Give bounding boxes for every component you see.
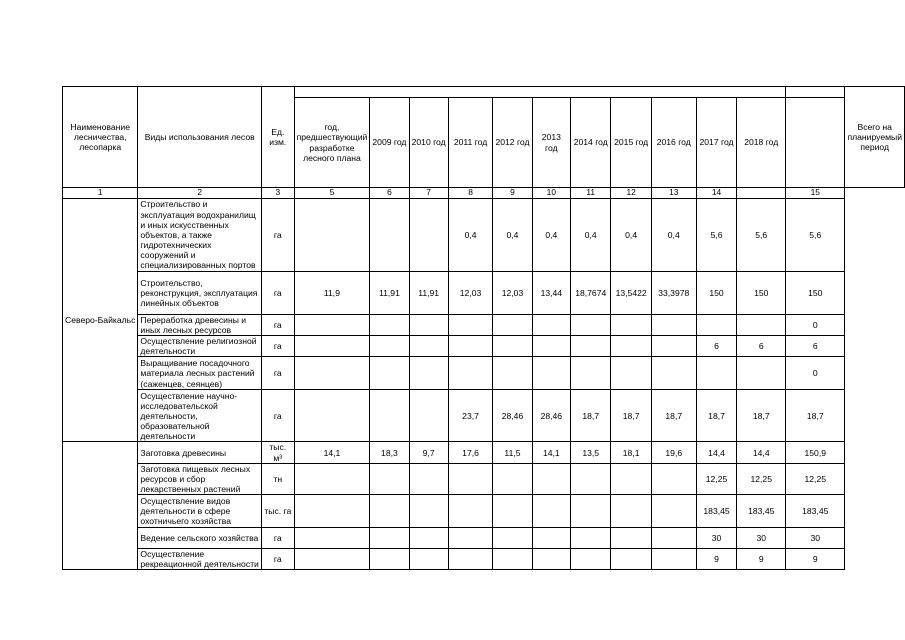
value-cell — [651, 357, 696, 390]
unit-cell: га — [262, 271, 295, 314]
value-cell — [651, 549, 696, 570]
value-cell — [651, 314, 696, 335]
value-cell — [651, 495, 696, 528]
use-kind-cell: Осуществление научно-исследовательской деятельности, образовательной деятельности — [138, 390, 262, 442]
header-year: 2012 год — [493, 98, 532, 188]
value-cell: 19,6 — [651, 442, 696, 463]
value-cell — [737, 357, 786, 390]
value-cell — [532, 549, 570, 570]
value-cell: 18,3 — [370, 442, 409, 463]
value-cell — [409, 528, 448, 549]
value-cell: 12,25 — [696, 463, 737, 494]
value-cell: 150 — [737, 271, 786, 314]
header-prev-year: год, предшествующий разработке лесного плана — [294, 98, 370, 188]
unit-cell: га — [262, 528, 295, 549]
header-year: 2014 год — [571, 98, 611, 188]
value-cell — [294, 198, 370, 271]
value-cell: 9 — [737, 549, 786, 570]
value-cell — [571, 528, 611, 549]
column-number-cell: 14 — [696, 188, 737, 199]
value-cell — [448, 495, 493, 528]
use-kind-cell: Заготовка пищевых лесных ресурсов и сбор лекарственных растений — [138, 463, 262, 494]
value-cell — [294, 314, 370, 335]
value-cell — [370, 495, 409, 528]
value-cell: 9 — [696, 549, 737, 570]
column-number-cell: 11 — [571, 188, 611, 199]
value-cell: 23,7 — [448, 390, 493, 442]
value-cell: 183,45 — [737, 495, 786, 528]
value-cell — [493, 357, 532, 390]
header-year: 2017 год — [696, 98, 737, 188]
table-row — [63, 314, 905, 335]
value-cell — [571, 495, 611, 528]
value-cell — [571, 336, 611, 357]
use-kind-cell: Строительство, реконструкция, эксплуатация линейных объектов — [138, 271, 262, 314]
use-kind-cell: Заготовка древесины — [138, 442, 262, 463]
value-cell — [294, 336, 370, 357]
value-cell — [651, 463, 696, 494]
header-year: 2010 год — [409, 98, 448, 188]
value-cell: 17,6 — [448, 442, 493, 463]
value-cell: 18,7 — [696, 390, 737, 442]
table-row — [63, 336, 905, 357]
value-cell: 0 — [786, 357, 845, 390]
value-cell — [370, 198, 409, 271]
unit-cell: тыс. м³ — [262, 442, 295, 463]
header-year: 2011 год — [448, 98, 493, 188]
value-cell — [409, 549, 448, 570]
value-cell — [409, 198, 448, 271]
use-kind-cell: Осуществление рекреационной деятельности — [138, 549, 262, 570]
value-cell — [409, 314, 448, 335]
header-top-blank-2 — [786, 87, 845, 98]
forestry-name-cell: Северо-Байкальс — [63, 198, 138, 442]
value-cell — [409, 390, 448, 442]
header-year: 2018 год — [737, 98, 786, 188]
value-cell: 18,7 — [571, 390, 611, 442]
value-cell: 0 — [786, 314, 845, 335]
value-cell: 13,5 — [571, 442, 611, 463]
forestry-name-cell-empty — [63, 442, 138, 570]
value-cell — [409, 463, 448, 494]
use-kind-cell: Строительство и эксплуатация водохранилищ и иных искусственных объектов, а также гидротехнических сооружений и специализированных портов — [138, 198, 262, 271]
use-kind-cell: Ведение сельского хозяйства — [138, 528, 262, 549]
value-cell: 11,9 — [294, 271, 370, 314]
header-name-cell: Наименование лесничества, лесопарка — [63, 87, 138, 188]
value-cell — [294, 357, 370, 390]
value-cell: 11,91 — [409, 271, 448, 314]
value-cell — [696, 357, 737, 390]
value-cell: 18,1 — [611, 442, 651, 463]
value-cell — [611, 357, 651, 390]
value-cell: 11,91 — [370, 271, 409, 314]
value-cell — [294, 528, 370, 549]
table-row — [63, 357, 905, 390]
value-cell: 14,1 — [532, 442, 570, 463]
header-top-row — [63, 87, 905, 98]
value-cell — [370, 528, 409, 549]
value-cell: 30 — [737, 528, 786, 549]
unit-cell: га — [262, 198, 295, 271]
value-cell: 18,7 — [611, 390, 651, 442]
value-cell: 0,4 — [611, 198, 651, 271]
column-number-cell: 12 — [611, 188, 651, 199]
use-kind-cell: Выращивание посадочного материала лесных растений (саженцев, сеянцев) — [138, 357, 262, 390]
value-cell: 13,44 — [532, 271, 570, 314]
value-cell: 150,9 — [786, 442, 845, 463]
value-cell: 183,45 — [786, 495, 845, 528]
forest-use-table — [62, 86, 905, 570]
value-cell — [651, 528, 696, 549]
value-cell — [611, 336, 651, 357]
value-cell — [532, 528, 570, 549]
value-cell — [611, 549, 651, 570]
value-cell — [532, 314, 570, 335]
table-row — [63, 549, 905, 570]
value-cell — [493, 528, 532, 549]
value-cell — [696, 314, 737, 335]
value-cell — [571, 357, 611, 390]
value-cell: 6 — [737, 336, 786, 357]
value-cell — [611, 528, 651, 549]
value-cell — [532, 463, 570, 494]
value-cell — [493, 314, 532, 335]
value-cell: 18,7674 — [571, 271, 611, 314]
unit-cell: тн — [262, 463, 295, 494]
column-number-cell: 10 — [532, 188, 570, 199]
column-number-cell: 8 — [448, 188, 493, 199]
value-cell: 28,46 — [493, 390, 532, 442]
value-cell — [571, 549, 611, 570]
value-cell — [448, 314, 493, 335]
value-cell: 0,4 — [532, 198, 570, 271]
table-row — [63, 528, 905, 549]
unit-cell: га — [262, 357, 295, 390]
value-cell — [448, 357, 493, 390]
value-cell: 183,45 — [696, 495, 737, 528]
value-cell: 28,46 — [532, 390, 570, 442]
value-cell: 12,03 — [448, 271, 493, 314]
column-number-cell: 2 — [138, 188, 262, 199]
value-cell — [294, 495, 370, 528]
forest-use-table-frame — [62, 86, 905, 570]
use-kind-cell: Осуществление религиозной деятельности — [138, 336, 262, 357]
column-number-cell: 6 — [370, 188, 409, 199]
value-cell — [493, 549, 532, 570]
value-cell — [448, 549, 493, 570]
value-cell — [493, 495, 532, 528]
column-number-cell: 15 — [786, 188, 845, 199]
value-cell — [370, 390, 409, 442]
use-kind-cell: Переработка древесины и иных лесных ресурсов — [138, 314, 262, 335]
value-cell — [294, 549, 370, 570]
value-cell: 9 — [786, 549, 845, 570]
value-cell — [493, 336, 532, 357]
table-row — [63, 390, 905, 442]
value-cell — [370, 549, 409, 570]
value-cell: 0,4 — [571, 198, 611, 271]
header-year: 2009 год — [370, 98, 409, 188]
value-cell: 13,5422 — [611, 271, 651, 314]
table-row — [63, 271, 905, 314]
value-cell: 5,6 — [737, 198, 786, 271]
value-cell — [448, 463, 493, 494]
column-number-cell: 9 — [493, 188, 532, 199]
value-cell — [409, 336, 448, 357]
unit-cell: га — [262, 549, 295, 570]
column-number-row — [63, 188, 905, 199]
header-year: 2016 год — [651, 98, 696, 188]
column-number-cell: 3 — [262, 188, 295, 199]
value-cell: 18,7 — [786, 390, 845, 442]
use-kind-cell: Осуществление видов деятельности в сфере охотничьего хозяйства — [138, 495, 262, 528]
column-number-cell: 1 — [63, 188, 138, 199]
header-year: 2015 год — [611, 98, 651, 188]
column-number-cell — [737, 188, 786, 199]
unit-cell: га — [262, 390, 295, 442]
header-unit-cell: Ед. изм. — [262, 87, 295, 188]
value-cell: 5,6 — [696, 198, 737, 271]
value-cell: 150 — [786, 271, 845, 314]
header-year: 2013 год — [532, 98, 570, 188]
value-cell: 14,1 — [294, 442, 370, 463]
value-cell — [409, 495, 448, 528]
value-cell: 14,4 — [737, 442, 786, 463]
value-cell — [409, 357, 448, 390]
column-number-cell: 5 — [294, 188, 370, 199]
value-cell — [532, 357, 570, 390]
value-cell — [737, 314, 786, 335]
value-cell: 30 — [696, 528, 737, 549]
value-cell — [571, 314, 611, 335]
value-cell — [611, 463, 651, 494]
value-cell — [532, 336, 570, 357]
table-row — [63, 495, 905, 528]
value-cell: 12,25 — [737, 463, 786, 494]
value-cell: 18,7 — [737, 390, 786, 442]
value-cell — [294, 463, 370, 494]
value-cell: 5,6 — [786, 198, 845, 271]
unit-cell: га — [262, 314, 295, 335]
value-cell — [370, 314, 409, 335]
value-cell: 18,7 — [651, 390, 696, 442]
value-cell: 0,4 — [493, 198, 532, 271]
value-cell: 6 — [786, 336, 845, 357]
value-cell — [370, 463, 409, 494]
value-cell: 30 — [786, 528, 845, 549]
value-cell — [571, 463, 611, 494]
header-top-blank — [294, 87, 786, 98]
value-cell — [294, 390, 370, 442]
value-cell: 12,25 — [786, 463, 845, 494]
value-cell: 33,3978 — [651, 271, 696, 314]
value-cell — [611, 495, 651, 528]
value-cell: 6 — [696, 336, 737, 357]
value-cell: 9,7 — [409, 442, 448, 463]
table-row — [63, 442, 905, 463]
value-cell: 14,4 — [696, 442, 737, 463]
table-row — [63, 198, 905, 271]
header-total-cell: Всего на планируемый период — [845, 87, 905, 188]
value-cell: 0,4 — [651, 198, 696, 271]
value-cell — [651, 336, 696, 357]
value-cell — [448, 336, 493, 357]
value-cell: 11,5 — [493, 442, 532, 463]
unit-cell: тыс. га — [262, 495, 295, 528]
value-cell — [370, 357, 409, 390]
value-cell — [370, 336, 409, 357]
column-number-cell: 13 — [651, 188, 696, 199]
table-row — [63, 463, 905, 494]
value-cell — [493, 463, 532, 494]
value-cell: 150 — [696, 271, 737, 314]
value-cell — [611, 314, 651, 335]
value-cell: 12,03 — [493, 271, 532, 314]
header-kinds-cell: Виды использования лесов — [138, 87, 262, 188]
value-cell — [532, 495, 570, 528]
value-cell: 0,4 — [448, 198, 493, 271]
value-cell — [448, 528, 493, 549]
unit-cell: га — [262, 336, 295, 357]
column-number-cell: 7 — [409, 188, 448, 199]
